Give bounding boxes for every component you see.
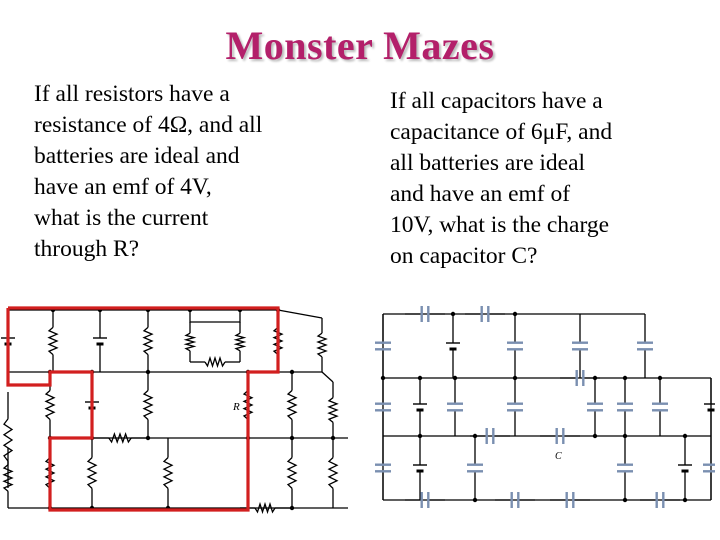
- capacitor-plate: [656, 492, 658, 508]
- capacitor-plate: [617, 403, 633, 405]
- capacitor-plate: [556, 428, 558, 444]
- capacitor-plate: [375, 348, 391, 350]
- junction-dot: [623, 376, 627, 380]
- capacitor-plate: [652, 409, 668, 411]
- junction-dot: [381, 376, 385, 380]
- wire: [278, 310, 322, 318]
- capacitor-plate: [637, 342, 653, 344]
- junction-dot: [146, 436, 150, 440]
- capacitor-plate: [566, 492, 568, 508]
- junction-dot: [623, 498, 627, 502]
- capacitor-plate: [447, 409, 463, 411]
- capacitor-plate: [375, 403, 391, 405]
- resistor: [205, 358, 225, 366]
- junction-dot: [331, 436, 335, 440]
- capacitor-plate: [467, 470, 483, 472]
- junction-dot: [290, 436, 294, 440]
- junction-dot: [473, 434, 477, 438]
- capacitor-plate: [507, 403, 523, 405]
- junction-dot: [683, 498, 687, 502]
- junction-dot: [451, 312, 455, 316]
- resistor-problem-text: [34, 79, 262, 265]
- capacitor-plate: [492, 428, 494, 444]
- capacitor-plate: [652, 403, 668, 405]
- capacitor-problem-line: on capacitor C?: [390, 243, 538, 269]
- capacitor-plate: [703, 464, 715, 466]
- capacitor-plate: [562, 428, 564, 444]
- resistor: [318, 333, 326, 357]
- resistor: [236, 333, 244, 351]
- resistor-problem-line: batteries are ideal and: [34, 143, 240, 169]
- junction-dot: [513, 312, 517, 316]
- capacitor-plate: [587, 403, 603, 405]
- junction-dot: [290, 370, 294, 374]
- resistor-problem-line: If all resistors have a: [34, 81, 230, 107]
- capacitor-circuit-diagram: [375, 300, 715, 540]
- resistor-problem-line: resistance of 4Ω, and all: [34, 112, 263, 138]
- capacitor-problem-line: capacitance of 6μF, and: [390, 119, 613, 145]
- resistor: [329, 398, 337, 423]
- capacitor-plate: [617, 464, 633, 466]
- resistor: [144, 327, 152, 354]
- capacitor-plate: [447, 403, 463, 405]
- capacitor-plate: [703, 470, 715, 472]
- junction-dot: [418, 376, 422, 380]
- junction-dot: [513, 376, 517, 380]
- capacitor-plate: [507, 342, 523, 344]
- capacitor-plate: [582, 370, 584, 386]
- junction-dot: [623, 434, 627, 438]
- capacitor-plate: [375, 464, 391, 466]
- capacitor-plate: [637, 348, 653, 350]
- resistor-problem-line: have an emf of 4V,: [34, 174, 212, 200]
- capacitor-plate: [421, 306, 423, 322]
- capacitor-plate: [587, 409, 603, 411]
- capacitor-plate: [375, 470, 391, 472]
- capacitor-plate: [507, 409, 523, 411]
- junction-dot: [593, 434, 597, 438]
- capacitor-plate: [576, 370, 578, 386]
- junction-dot: [593, 376, 597, 380]
- capacitor-plate: [507, 348, 523, 350]
- capacitor-plate: [481, 306, 483, 322]
- resistor: [186, 333, 194, 351]
- junction-dot: [473, 498, 477, 502]
- capacitor-problem-line: all batteries are ideal: [390, 150, 586, 176]
- wire: [322, 372, 333, 382]
- resistor-problem-line: through R?: [34, 236, 140, 262]
- junction-dot: [658, 376, 662, 380]
- capacitor-plate: [511, 492, 513, 508]
- capacitor-problem-text: [390, 86, 612, 272]
- junction-dot: [290, 506, 294, 510]
- capacitor-plate: [572, 348, 588, 350]
- label-C: C: [555, 451, 562, 462]
- slide-title: Monster Mazes: [225, 23, 495, 68]
- resistor: [164, 458, 172, 489]
- junction-dot: [453, 376, 457, 380]
- capacitor-plate: [421, 492, 423, 508]
- resistor: [49, 327, 57, 354]
- resistor: [329, 458, 337, 489]
- wire: [190, 310, 240, 322]
- capacitor-plate: [572, 492, 574, 508]
- capacitor-plate: [375, 409, 391, 411]
- resistor: [46, 390, 54, 419]
- capacitor-plate: [517, 492, 519, 508]
- capacitor-plate: [467, 464, 483, 466]
- capacitor-problem-line: If all capacitors have a: [390, 88, 603, 114]
- capacitor-plate: [572, 342, 588, 344]
- label-R: R: [233, 401, 240, 413]
- capacitor-problem-line: and have an emf of: [390, 181, 571, 207]
- capacitor-plate: [617, 470, 633, 472]
- resistor: [144, 390, 152, 419]
- capacitor-plate: [427, 306, 429, 322]
- junction-dot: [146, 370, 150, 374]
- capacitor-plate: [487, 306, 489, 322]
- resistor-circuit-diagram: [0, 300, 354, 540]
- resistor: [288, 458, 296, 489]
- resistor-problem-line: what is the current: [34, 205, 209, 231]
- capacitor-plate: [375, 342, 391, 344]
- capacitor-plate: [617, 409, 633, 411]
- capacitor-plate: [427, 492, 429, 508]
- capacitor-problem-line: 10V, what is the charge: [390, 212, 610, 238]
- resistor: [288, 390, 296, 419]
- capacitor-plate: [486, 428, 488, 444]
- resistor: [88, 458, 96, 489]
- junction-dot: [683, 434, 687, 438]
- capacitor-plate: [662, 492, 664, 508]
- junction-dot: [418, 434, 422, 438]
